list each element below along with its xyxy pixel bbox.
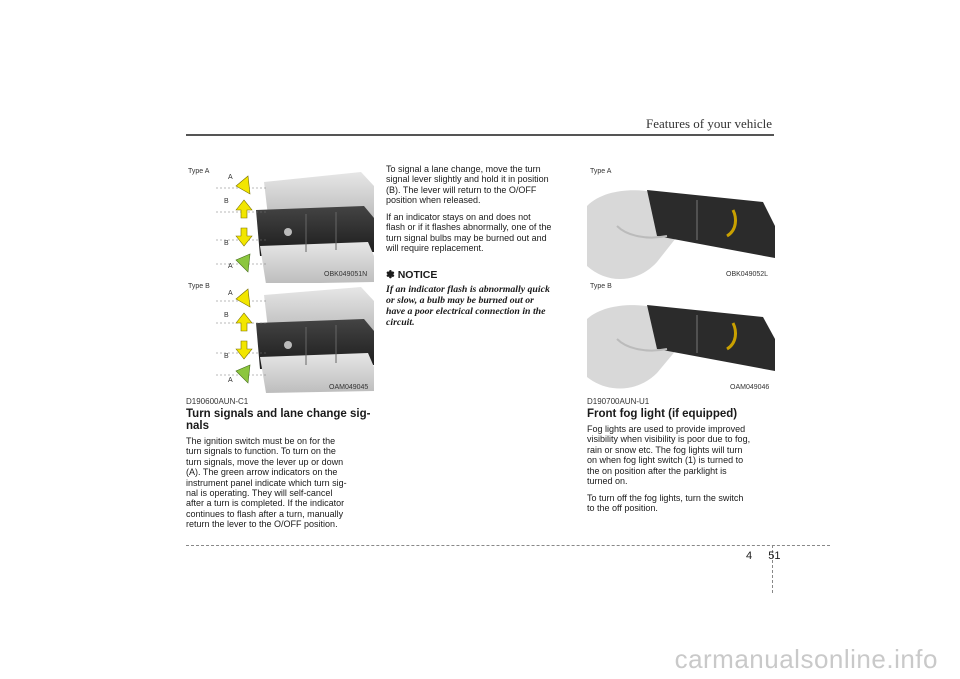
text-line: flash or if it flashes abnormally, one of the (386, 222, 552, 233)
figure-fog-light-type-b (587, 283, 775, 393)
section-heading-turn-signals (186, 408, 376, 432)
text-line: (A). The green arrow indicators on the (186, 467, 338, 478)
text-line: The ignition switch must be on for the (186, 436, 336, 446)
paragraph-lane-change (386, 164, 574, 206)
figure-fog-light-type-a (587, 166, 775, 284)
text-line: will require replacement. (386, 243, 484, 254)
text-line: on when fog light switch (1) is turned to (587, 455, 744, 466)
text-line: nal is operating. They will self-cancel (186, 488, 333, 499)
fog-light-switch-illustration (587, 283, 775, 393)
text-line: visibility when visibility is poor due to fog, (587, 434, 751, 445)
paragraph-fog-light-on (587, 424, 776, 486)
notice-body (386, 284, 574, 328)
marker-a-bottom: A (228, 263, 233, 270)
turn-signal-lever-illustration (186, 283, 374, 393)
text-line: or slow, a bulb may be burned out or (386, 295, 534, 306)
figure-turn-signal-type-a (186, 166, 374, 284)
figure-type-label: Type B (590, 283, 612, 290)
header-rule (186, 134, 774, 136)
text-line: have a poor electrical connection in the (386, 306, 546, 317)
section-code: D190600AUN-C1 (186, 397, 249, 406)
text-line: position when released. (386, 195, 481, 206)
text-line: turn signal bulbs may be burned out and (386, 232, 547, 243)
text-line: return the lever to the O/OFF position. (186, 519, 338, 530)
text-line: To turn off the fog lights, turn the switch (587, 493, 744, 503)
marker-b-lower: B (224, 240, 229, 247)
marker-a-bottom: A (228, 377, 233, 384)
paragraph-fog-light-off (587, 493, 776, 514)
marker-b-lower: B (224, 353, 229, 360)
text-line: If an indicator flash is abnormally quick (386, 284, 550, 295)
text-line: continues to flash after a turn, manually (186, 508, 344, 519)
text-line: To signal a lane change, move the turn (386, 164, 541, 174)
paragraph-turn-signals (186, 436, 375, 530)
page-number (746, 550, 781, 562)
figure-code: OAM049045 (329, 384, 369, 391)
running-header: Features of your vehicle (646, 116, 772, 131)
chapter-number: 4 (746, 550, 753, 562)
figure-turn-signal-type-b (186, 283, 374, 393)
watermark: carmanualsonline.info (674, 644, 938, 674)
text-line: to the off position. (587, 503, 658, 514)
page-number-value: 51 (768, 550, 781, 562)
figure-type-label: Type A (188, 168, 210, 175)
text-line: the on position after the parklight is (587, 465, 727, 476)
figure-code: OAM049046 (730, 384, 770, 391)
text-line: after a turn is completed. If the indicator (186, 498, 345, 509)
marker-b-upper: B (224, 198, 229, 205)
text-line: If an indicator stays on and does not (386, 212, 531, 222)
text-line: turn signals, move the lever up or down (186, 456, 344, 467)
figure-code: OBK049052L (726, 271, 769, 278)
text-line: rain or snow etc. The fog lights will turn (587, 444, 743, 455)
fog-light-switch-illustration (587, 166, 775, 284)
marker-b-upper: B (224, 312, 229, 319)
figure-type-label: Type B (188, 283, 210, 290)
paragraph-indicator-fault (386, 212, 574, 254)
section-code: D190700AUN-U1 (587, 397, 650, 406)
figure-type-label: Type A (590, 168, 612, 175)
text-line: turn signals to function. To turn on the (186, 446, 336, 457)
section-heading-fog-light: Front fog light (if equipped) (587, 408, 738, 420)
marker-a-top: A (228, 174, 233, 181)
footer-rule (186, 545, 830, 546)
notice-heading: ✽ NOTICE (386, 269, 438, 281)
heading-line: Turn signals and lane change sig- (186, 408, 371, 420)
text-line: (B). The lever will return to the O/OFF (386, 184, 537, 195)
text-line: Fog lights are used to provide improved (587, 424, 746, 434)
text-line: signal lever slightly and hold it in position (386, 174, 549, 185)
text-line: instrument panel indicate which turn sig- (186, 477, 347, 488)
text-line: circuit. (386, 317, 415, 328)
figure-code: OBK049051N (324, 271, 368, 278)
marker-a-top: A (228, 290, 233, 297)
text-line: turned on. (587, 476, 628, 487)
turn-signal-lever-illustration (186, 166, 374, 284)
heading-line: nals (186, 420, 210, 432)
